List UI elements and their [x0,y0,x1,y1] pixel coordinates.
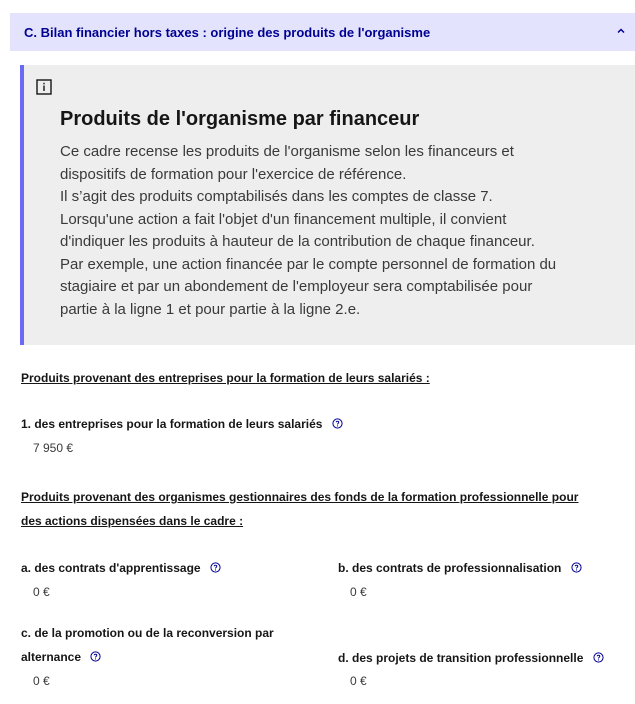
info-notice [20,65,635,345]
field-label-text: a. des contrats d'apprentissage [21,561,201,575]
notice-line: Par exemple, une action financée par le compte personnel de formation du [60,255,557,273]
field-label-text: c. de la promotion ou de la reconversion par [21,626,274,640]
field-label-text: 1. des entreprises pour la formation de leurs salariés [21,417,323,431]
help-icon[interactable] [332,418,343,429]
notice-line: Il s’agit des produits comptabilisés dans les comptes de classe 7. [60,188,493,205]
field-value-transition: 0 € [350,674,367,688]
notice-line: Ce cadre recense les produits de l'organisme selon les financeurs et [60,143,514,160]
field-value-professionnalisation: 0 € [350,585,367,599]
help-icon[interactable] [593,652,604,663]
notice-line: d'indiquer les produits à hauteur de la contribution de chaque financeur. [60,233,535,250]
field-label-text: d. des projets de transition professionnelle [338,651,584,665]
section-title-line: des actions dispensées dans le cadre : [21,514,244,528]
help-icon[interactable] [210,562,221,573]
field-label-apprentissage [21,556,221,580]
field-value-apprentissage: 0 € [33,585,50,599]
help-icon[interactable] [571,562,582,573]
chevron-up-icon [615,25,627,37]
field-label-promotion [21,621,274,669]
notice-line: dispositifs de formation pour l'exercice de référence. [60,165,407,183]
section-title-entreprises: Produits provenant des entreprises pour la formation de leurs salariés : [21,371,430,385]
field-label-text: alternance [21,650,82,664]
field-value-entreprises: 7 950 € [33,441,74,455]
field-label-professionnalisation [338,556,582,580]
section-title-line: Produits provenant des organismes gestionnaires des fonds de la formation professionnelle pour [21,490,579,504]
field-label-text: b. des contrats de professionnalisation [338,561,562,575]
accordion-header[interactable] [10,13,635,51]
accordion-title: C. Bilan financier hors taxes : origine des produits de l'organisme [24,24,431,40]
field-label-transition [338,646,604,670]
notice-line: partie à la ligne 1 et pour partie à la ligne 2.e. [60,300,361,318]
notice-line: stagiaire et par un abondement de l'employeur sera comptabilisée pour [60,278,533,295]
notice-title: Produits de l'organisme par financeur [60,108,420,130]
help-icon[interactable] [90,651,101,662]
field-label-entreprises [21,412,343,436]
notice-body [60,141,620,321]
field-value-promotion: 0 € [33,674,50,688]
notice-line: Lorsqu'une action a fait l'objet d'un financement multiple, il convient [60,210,507,228]
section-title-organismes [21,485,578,533]
info-icon [36,79,52,95]
